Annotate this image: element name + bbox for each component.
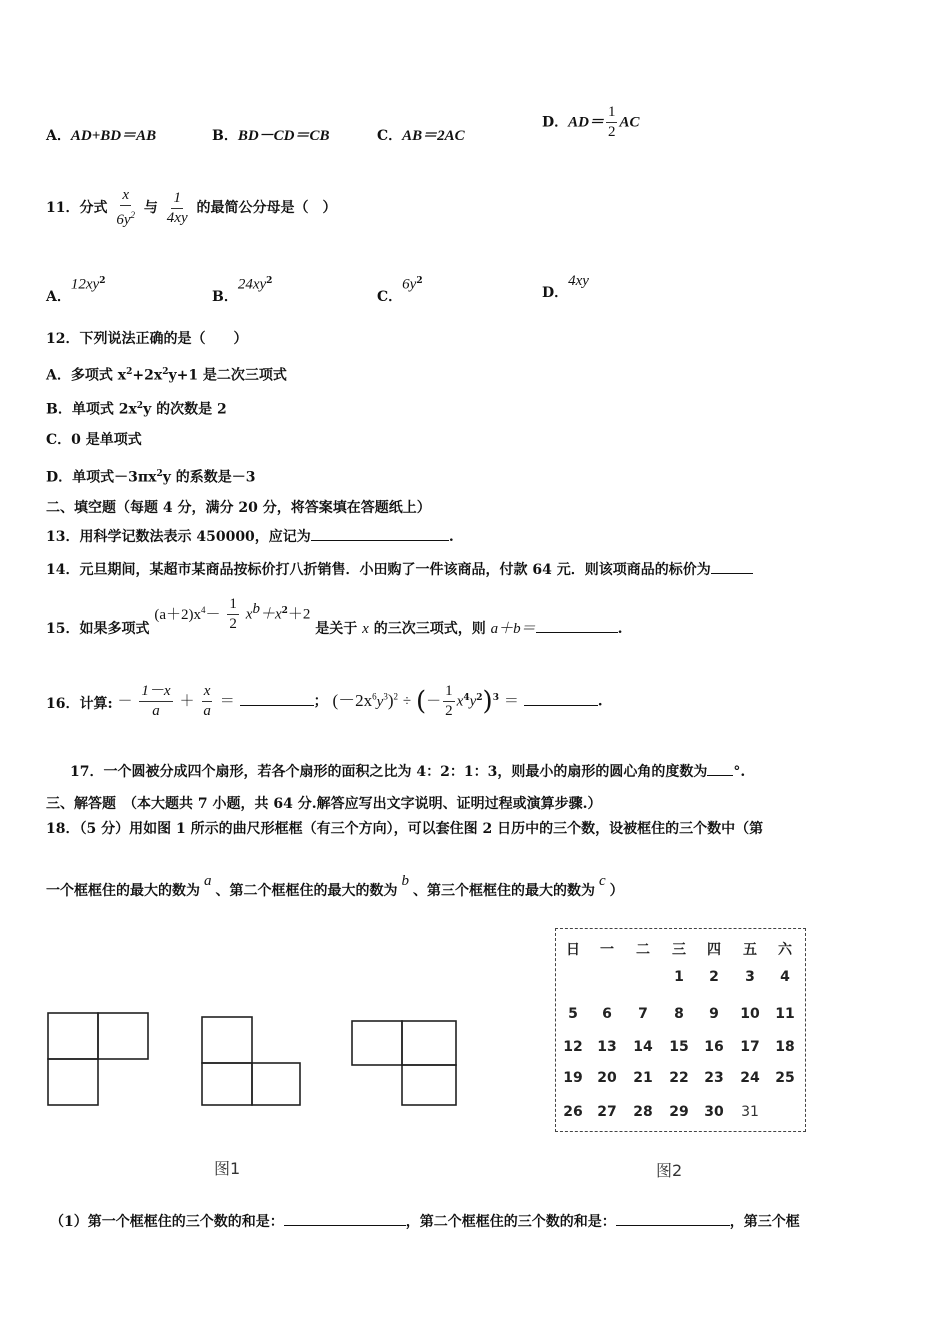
section-3-heading: 三、解答题 （本大题共 7 小题，共 64 分.解答应写出文字说明、证明过程或演算步骤.） (46, 796, 602, 812)
calendar-day: 26 (563, 1104, 583, 1120)
calendar-header: 日 (566, 942, 580, 958)
q14-answer-blank[interactable] (711, 559, 753, 574)
calendar-day: 24 (740, 1070, 760, 1086)
frame-shape-3 (352, 1021, 456, 1105)
calendar-day: 30 (704, 1104, 724, 1120)
calendar-header: 五 (743, 942, 757, 958)
q15-answer-blank[interactable] (536, 618, 618, 633)
calendar-day: 27 (597, 1104, 617, 1120)
q11-option-d: D．4xy (542, 273, 589, 301)
calendar-header: 二 (636, 942, 650, 958)
q12-option-d: D．单项式$-3\pi x^2y$ 的系数是－3 (46, 469, 256, 486)
q16-answer-blank-2[interactable] (524, 691, 598, 706)
calendar-day: 12 (563, 1039, 583, 1055)
q14: 14．元旦期间，某超市某商品按标价打八折销售．小田购了一件该商品，付款 64 元．则该项商品的标价为 (46, 559, 753, 579)
calendar-day: 13 (597, 1039, 617, 1055)
q16-answer-blank-1[interactable] (240, 691, 314, 706)
q13: 13．用科学记数法表示 450000，应记为 . (46, 526, 454, 546)
calendar-day: 8 (674, 1006, 684, 1022)
calendar-day: 3 (745, 969, 755, 985)
q18-sum-1-blank[interactable] (284, 1211, 406, 1226)
calendar-day: 14 (633, 1039, 653, 1055)
q13-answer-blank[interactable] (311, 526, 449, 541)
calendar-day: 6 (602, 1006, 612, 1022)
calendar-day: 10 (740, 1006, 760, 1022)
q10-option-a: A．AD+BD＝AB (46, 128, 157, 144)
q10-option-b: B．BD－CD＝CB (212, 128, 330, 144)
q18-line-1: 18．（5 分）用如图 1 所示的曲尺形框框（有三个方向），可以套住图 2 日历中的三个数，设被框住的三个数中（第 (46, 821, 764, 837)
section-2-heading: 二、填空题（每题 4 分，满分 20 分，将答案填在答题纸上） (46, 500, 431, 516)
q15: 15．如果多项式 $(a+2)x^4-$ $\frac{1}{2}$ $x^b+x^2+2$ 是关于 x 的三次三项式，则 a＋b＝ . (46, 596, 623, 637)
q10-option-c: C．AB＝2AC (377, 128, 465, 144)
frame-shape-1 (48, 1013, 148, 1105)
q12-option-c: C．0 是单项式 (46, 432, 142, 448)
q11-option-a: A．$12xy^2$ (46, 276, 106, 305)
figure-2-caption: 图2 (656, 1161, 683, 1180)
calendar-day: 2 (709, 969, 719, 985)
calendar-day: 21 (633, 1070, 653, 1086)
q12-option-a: A．多项式 $x^2+2x^2y+1$ 是二次三项式 (46, 367, 287, 384)
q16: 16．计算: － $\frac{1-x}{a}$ ＋ $\frac{x}{a}$ ＝ ； $(-2x^6y^3)^2$ ÷ (－ $\frac{1}{2}$ $x^4y^2)^3$ ＝ . (46, 683, 603, 719)
calendar-header: 三 (672, 942, 686, 958)
q11-stem: 11．分式 $\frac{x}{6y^2}$ 与 $\frac{1}{4xy}$ 的最简公分母是（ ） (46, 187, 337, 228)
calendar-day: 17 (740, 1039, 760, 1055)
q12-option-b: B．单项式 $2x^2y$ 的次数是 2 (46, 401, 227, 418)
q12-stem: 12．下列说法正确的是（ ） (46, 331, 248, 347)
calendar-day: 1 (674, 969, 684, 985)
q18-line-2: 一个框框住的最大的数为a、第二个框框住的最大的数为b、第三个框框住的最大的数为c） (46, 873, 624, 899)
calendar-day: 28 (633, 1104, 653, 1120)
calendar-day: 16 (704, 1039, 724, 1055)
calendar-day: 11 (775, 1006, 795, 1022)
calendar-day: 9 (709, 1006, 719, 1022)
figure-1-frames (40, 1005, 470, 1115)
calendar-day: 20 (597, 1070, 617, 1086)
calendar-day: 19 (563, 1070, 583, 1086)
q18-sub-1: （1）第一个框框住的三个数的和是： ，第二个框框住的三个数的和是： ，第三个框 (50, 1211, 800, 1231)
calendar-header: 一 (600, 942, 614, 958)
frame-shape-2 (202, 1017, 300, 1105)
q10-option-d: D．AD＝ $\frac{1}{2}$ AC (542, 104, 640, 140)
calendar-day: 22 (669, 1070, 689, 1086)
calendar-day: 25 (775, 1070, 795, 1086)
figure-2-calendar (555, 928, 806, 1132)
calendar-day: 15 (669, 1039, 689, 1055)
q17-answer-blank[interactable] (707, 761, 733, 776)
q17: 17．一个圆被分成四个扇形，若各个扇形的面积之比为 4：2：1：3，则最小的扇形的圆心角的度数为 °. (70, 761, 745, 781)
calendar-day: 7 (638, 1006, 648, 1022)
figure-1-caption: 图1 (214, 1159, 241, 1178)
calendar-day: 23 (704, 1070, 724, 1086)
calendar-day: 31 (741, 1104, 759, 1120)
q11-option-b: B．$24xy^2$ (212, 276, 273, 305)
calendar-day: 5 (568, 1006, 578, 1022)
calendar-day: 29 (669, 1104, 689, 1120)
q11-option-c: C．$6y^2$ (377, 276, 423, 305)
calendar-header: 四 (707, 942, 721, 958)
calendar-header: 六 (778, 942, 792, 958)
calendar-day: 4 (780, 969, 790, 985)
q18-sum-2-blank[interactable] (616, 1211, 730, 1226)
calendar-day: 18 (775, 1039, 795, 1055)
